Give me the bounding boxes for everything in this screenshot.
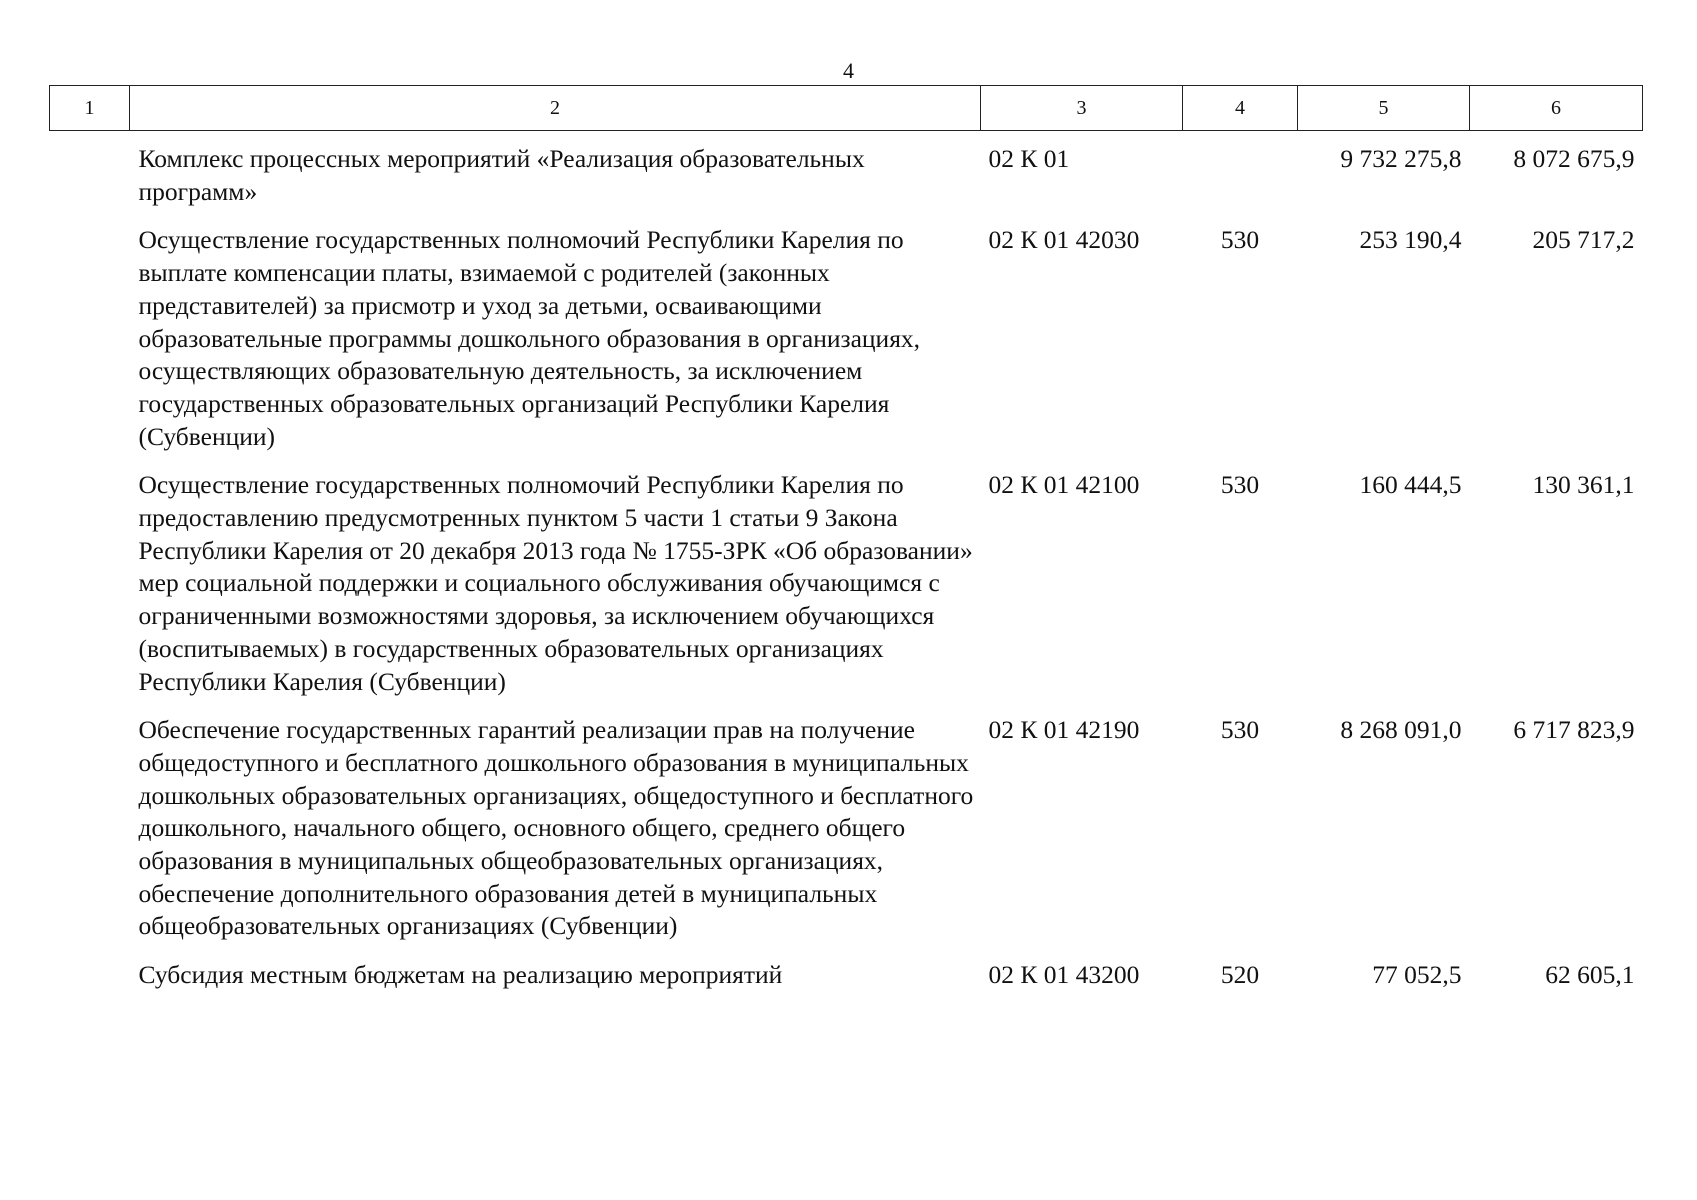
header-col-3: 3 (981, 86, 1183, 131)
budget-table (49, 85, 1643, 1008)
header-col-6: 6 (1470, 86, 1643, 131)
row-expense-type: 520 (1220, 960, 1260, 990)
table-row (50, 131, 1643, 225)
row-name: Осуществление государственных полномочий Республики Карелия по предоставлению предусмотренных пунктом 5 части 1 статьи 9 Закона Республики Карелия от 20 декабря 2013 года № 1755-ЗРК «Об образовании» мер социальной поддержки и социального обслуживания обучающимся с ограниченными возможностями здоровья, за исключением обучающихся (воспитываемых) в государственных образовательных организациях Республики Карелия (Субвенции) (138, 470, 973, 696)
row-sum-2: 130 361,1 (1532, 470, 1635, 500)
row-code: 02 К 01 42030 (988, 225, 1140, 255)
row-expense-type (1183, 131, 1298, 225)
header-row (50, 86, 1643, 131)
row-index (50, 959, 130, 1008)
row-name: Осуществление государственных полномочий Республики Карелия по выплате компенсации платы, взимаемой с родителей (законных представителей) за присмотр и уход за детьми, осваивающими образовательные программы дошкольного образования в организациях, осуществляющих образовательную деятельность, за исключением государственных образовательных организаций Республики Карелия (Субвенции) (138, 225, 921, 451)
row-index (50, 224, 130, 469)
row-sum-1: 77 052,5 (1372, 960, 1462, 990)
row-code: 02 К 01 43200 (988, 960, 1140, 990)
row-sum-1: 253 190,4 (1359, 225, 1462, 255)
header-col-5: 5 (1298, 86, 1470, 131)
row-sum-2: 62 605,1 (1545, 960, 1635, 990)
row-index (50, 714, 130, 959)
header-col-1: 1 (50, 86, 130, 131)
table-row (50, 714, 1643, 959)
row-index (50, 469, 130, 714)
table-row (50, 224, 1643, 469)
row-sum-2: 205 717,2 (1532, 225, 1635, 255)
row-sum-1: 160 444,5 (1359, 470, 1462, 500)
row-sum-2: 8 072 675,9 (1513, 144, 1635, 173)
row-sum-2: 6 717 823,9 (1513, 715, 1635, 745)
row-code: 02 К 01 (988, 144, 1070, 173)
row-index (50, 131, 130, 225)
table-body (50, 131, 1643, 1008)
row-sum-1: 9 732 275,8 (1340, 144, 1462, 173)
header-col-2: 2 (130, 86, 981, 131)
row-code: 02 К 01 42100 (988, 470, 1140, 500)
row-sum-1: 8 268 091,0 (1340, 715, 1462, 745)
row-expense-type: 530 (1220, 470, 1260, 500)
row-name: Комплекс процессных мероприятий «Реализация образовательных программ» (138, 144, 865, 206)
row-code: 02 К 01 42190 (988, 715, 1140, 745)
table-row (50, 469, 1643, 714)
row-name: Субсидия местным бюджетам на реализацию мероприятий (138, 960, 783, 990)
header-col-4: 4 (1183, 86, 1298, 131)
row-expense-type: 530 (1220, 715, 1260, 745)
table-row (50, 959, 1643, 1008)
page-number: 4 (843, 58, 854, 83)
row-name: Обеспечение государственных гарантий реализации прав на получение общедоступного и бесплатного дошкольного образования в муниципальных дошкольных образовательных организациях, общедоступного и бесплатного дошкольного, начального общего, основного общего, среднего общего образования в муниципальных общеобразовательных организациях, обеспечение дополнительного образования детей в муниципальных общеобразовательных организациях (Субвенции) (138, 715, 974, 941)
row-expense-type: 530 (1220, 225, 1260, 255)
table-header (50, 86, 1643, 131)
